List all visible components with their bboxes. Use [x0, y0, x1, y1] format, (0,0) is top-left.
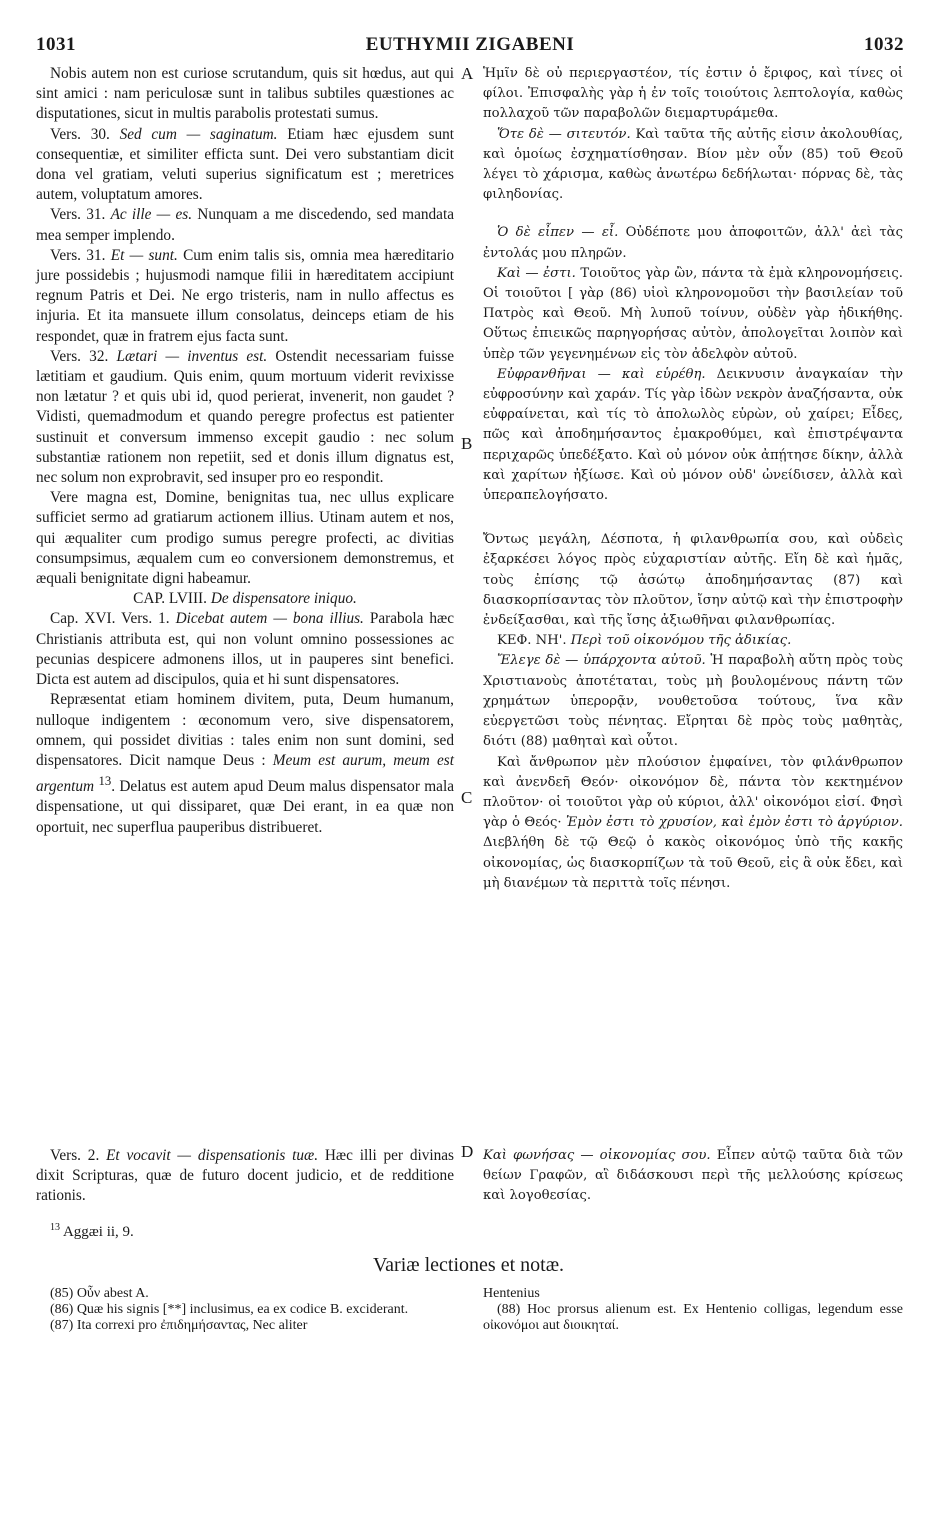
- latin-column: [36, 64, 454, 838]
- greek-paragraph: Εὐφρανθῆναι — καὶ εὑρέθη. Δεικνυσιν ἀναγκαίαν τὴν εὐφροσύνην καὶ χαράν. Τίς γὰρ ἰδὼν νεκρὸν ἀναζήσαντα, οὐκ εὐφραίνεται, καὶ τίς τὸ ἀπολωλὸς εὑρὼν, οὐ χαίρει; Εἶδες, πῶς καὶ ἀποδημήσαντος ἐμακροθύμει, καὶ ἐπιστρέψαντα περιχαρῶς ὑπεδέξατο. Καὶ οὐ μόνον οὐκ ἀπῄτησε δίκην, ἀλλὰ καὶ χαρίτων ἠξίωσε. Καὶ οὐ μόνον οὐδ' ὠνείδισεν, ἀλλὰ καὶ ὑπεραπελογήσατο.: [483, 366, 903, 504]
- footnote-ref: 13: [98, 774, 112, 789]
- latin-paragraph: Nobis autem non est curiose scrutandum, quis sit hœdus, aut qui sint amici : nam periculosæ sunt in talibus subtiles quæstiones ac disputationes, sicut in multis parabolis protestati sumus.: [36, 65, 454, 123]
- greek-paragraph: Ὅτε δὲ — σιτευτόν. Καὶ ταῦτα τῆς αὐτῆς εἰσιν ἀκολουθίας, καὶ ὁμοίως ἐσχηματίσθησαν. Βίον μὲν οὖν (85) τοῦ Θεοῦ λέγει τὸ χάρισμα, καθὼς ἀνωτέρω δεδήλωται· πόρνας δὲ, τὰς φιληδονίας.: [483, 126, 903, 203]
- variae-lectiones-title: Variæ lectiones et notæ.: [372, 1254, 565, 1276]
- greek-paragraph: Ἡμῖν δὲ οὐ περιεργαστέον, τίς ἐστιν ὁ ἔριφος, καὶ τίνες οἱ φίλοι. Ἐπισφαλὴς γὰρ ἡ ἐν τοῖς τοιούτοις λεπτολογία, καθὼς πολλαχοῦ τῶν παραβολῶν διεμαρτυράμεθα.: [483, 66, 903, 122]
- left-page-number: 1031: [36, 34, 76, 55]
- footnote-number: 13: [50, 1222, 60, 1233]
- variant-note: (85) Οὖν abest A.: [50, 1286, 149, 1301]
- latin-paragraph: Cap. XVI. Vers. 1. Dicebat autem — bona illius. Parabola hæc Christianis attributa est, qui non volunt omnino possessiones ac pecunias despicere admonens illos, ut in pauperes sint benefici. Dicta est autem ad discipulos, quia et hi sunt dispensatores.: [36, 610, 455, 689]
- variant-note: (87) Ita correxi pro ἐπιδημήσαντας, Nec aliter: [50, 1318, 308, 1333]
- footnote: [50, 1222, 134, 1241]
- latin-paragraph: Vers. 32. Lætari — inventus est. Ostendit necessariam fuisse lætitiam et gaudium. Quis enim, quum mortuum viderit revixisse non lætatur ? et quis ubi id, quod perierat, invenerit, non gaudet ? Vidisti, quemadmodum et quando peregre profectus est patienter sustinuit et conversum immenso excepit gaudio : nec solum substantiæ rationem non repetiit, sed et donis illum dignatus est, nec solum non exprobravit, sed insuper pro eo respondit.: [36, 347, 454, 487]
- page-header: [36, 34, 904, 60]
- running-title: EUTHYMII ZIGABENI: [365, 34, 575, 55]
- latin-paragraph: Vers. 2. Et vocavit — dispensationis tuæ. Hæc illi per divinas dixit Scripturas, quæ de futuro docent judicio, et de redditione rationis.: [36, 1147, 455, 1205]
- latin-paragraph: Vers. 30. Sed cum — saginatum. Etiam hæc ejusdem sunt consequentiæ, et similiter efficta sunt. Dei vero substantiam dicit dona vel gratiam, veluti superius significatum est ; meretrices autem, voluptatum amores.: [36, 125, 454, 204]
- margin-marker-b: B: [461, 434, 473, 453]
- margin-marker-d: D: [461, 1142, 474, 1161]
- variant-note: (86) Quæ his signis [**] inclusimus, ea ex codice B. exciderant.: [50, 1302, 409, 1317]
- latin-paragraph: Vers. 31. Ac ille — es. Nunquam a me discedendo, sed mandata mea semper implendo.: [36, 206, 454, 244]
- margin-marker-a: A: [461, 64, 474, 83]
- greek-chapter-heading: ΚΕΦ. ΝΗ'. Περὶ τοῦ οἰκονόμου τῆς ἀδικίας.: [497, 633, 792, 649]
- variant-note-continuation: Hentenius: [483, 1286, 540, 1301]
- variae-left-column: [36, 1286, 454, 1334]
- greek-paragraph: Ὄντως μεγάλη, Δέσποτα, ἡ φιλανθρωπία σου, καὶ οὐδεὶς ἐξαρκέσει λόγος πρὸς εὐχαριστίαν αὐτῆς. Εἴη δὲ καὶ ἡμᾶς, τοὺς ἐπίσης τῷ ἀσώτῳ ἀποδημήσαντας (87) καὶ διασκορπίσαντας τὸν πλοῦτον, ἴσην αὐτῷ καὶ τὴν ἐπιστροφὴν ἐνδείξασθαι, καὶ τῆς ἴσης ἀξιωθῆναι φιλανθρωπίας.: [483, 532, 903, 629]
- latin-paragraph: Vers. 31. Et — sunt. Cum enim talis sis, omnia mea hæreditario jure possidebis ; hujusmodi namque filii in hæreditatem accipiunt regnum Patris et Dei. Ne ergo tristeris, nam in nullo affectus es injuria. Et ita mansuete illum consolatus, deinceps etiam de his respondet, quæ in fratrem ejus facta sunt.: [36, 246, 455, 345]
- latin-column-bottom: [36, 1146, 454, 1207]
- latin-paragraph: Repræsentat etiam hominem divitem, puta, Deum humanum, nulloque indigentem : œconomum vero, sive dispensatorem, omnem, qui possidet divitias : tales enim non sunt domini, sed dispensatores. Dicit namque Deus : Meum est aurum, meum est argentum $^{13}$. Delatus est autem apud Deum malus dispensator mala dispensatione, ut qui dissiparet, quæ Dei erant, in ea quæ non oportuit, nec superflua pauperibus distribueret.: [36, 691, 454, 836]
- greek-paragraph: Ἔλεγε δὲ — ὑπάρχοντα αὐτοῦ. Ἡ παραβολὴ αὕτη πρὸς τοὺς Χριστιανοὺς ἀποτέταται, τοὺς μὴ βουλομένους πάντη τῶν χρημάτων ὑπερορᾷν, νουθετοῦσα τούτους, ἵνα κἂν εὐεργετῶσι τοὺς πένητας. Εἴρηται δὲ πρὸς τοὺς μαθητὰς, διότι (88) μαθηταὶ καὶ οὗτοι.: [483, 653, 903, 750]
- greek-paragraph: Ὁ δὲ εἶπεν — εἶ. Οὐδέποτε μου ἀποφοιτῶν, ἀλλ' ἀεὶ τὰς ἐντολάς μου πληρῶν.: [483, 225, 903, 261]
- latin-chapter-heading: CAP. LVIII. De dispensatore iniquo.: [133, 590, 357, 608]
- greek-column-bottom: [483, 1146, 903, 1207]
- latin-paragraph: Vere magna est, Domine, benignitas tua, nec ullus explicare sufficiet sermo ad gratiarum actionem illius. Utinam autem et nos, qui æqualiter cum prodigo sumus peregre profecti, ac divitias consumpsimus, æqualem cum eo conversionem demonstremus, et æquali benignitate digni habeamur.: [36, 489, 454, 588]
- variant-note: (88) Hoc prorsus alienum est. Ex Hentenio colligas, legendum esse οἰκονόμοι aut διοικηταί.: [483, 1302, 903, 1333]
- greek-paragraph: Καὶ ἄνθρωπον μὲν πλούσιον ἐμφαίνει, τὸν φιλάνθρωπον καὶ ἀνενδεῆ Θεόν· οἰκονόμον δὲ, πάντα τὸν κεκτημένον πλοῦτον· οἱ τοιοῦτοι γὰρ οὐ κύριοι, ἀλλ' οἰκονόμοι εἰσί. Φησὶ γὰρ ὁ Θεός· Ἐμὸν ἐστι τὸ χρυσίον, καὶ ἐμὸν ἐστι τὸ ἀργύριον. Διεβλήθη δὲ τῷ Θεῷ ὁ κακὸς οἰκονόμος ὑπὸ τῆς κακῆς οἰκονομίας, ὡς διασκορπίζων τὰ τοῦ Θεοῦ, εἰς ἃ οὐκ ἔδει, καὶ μὴ διανέμων τὰ περιττὰ τοῖς πένησι.: [483, 754, 903, 891]
- variae-right-column: [483, 1286, 903, 1334]
- footnote-text: Aggæi ii, 9.: [62, 1224, 134, 1240]
- greek-paragraph: Καὶ φωνήσας — οἰκονομίας σου. Εἶπεν αὐτῷ ταῦτα διὰ τῶν θείων Γραφῶν, αἳ διδάσκουσι περὶ τῆς μελλούσης κρίσεως καὶ λογοθεσίας.: [483, 1148, 903, 1204]
- greek-paragraph: Καὶ — ἐστι. Τοιοῦτος γὰρ ὢν, πάντα τὰ ἐμὰ κληρονομήσεις. Οἱ τοιοῦτοι [ γὰρ (86) υἱοὶ κληρονομοῦσι τὴν βασιλείαν τοῦ Πατρὸς καὶ Θεοῦ. Μὴ λυποῦ τοίνυν, οὐδὲν γὰρ ἠδικήθης. Οὕτως ἐπιεικῶς παρηγορήσας αὐτὸν, ἀπολογεῖται λοιπὸν καὶ ὑπὲρ τῶν γεγενημένων εἰς τὸν ἀδελφὸν αὐτοῦ.: [483, 265, 903, 362]
- greek-column: [483, 64, 903, 894]
- right-page-number: 1032: [864, 34, 904, 55]
- margin-marker-c: C: [461, 788, 473, 807]
